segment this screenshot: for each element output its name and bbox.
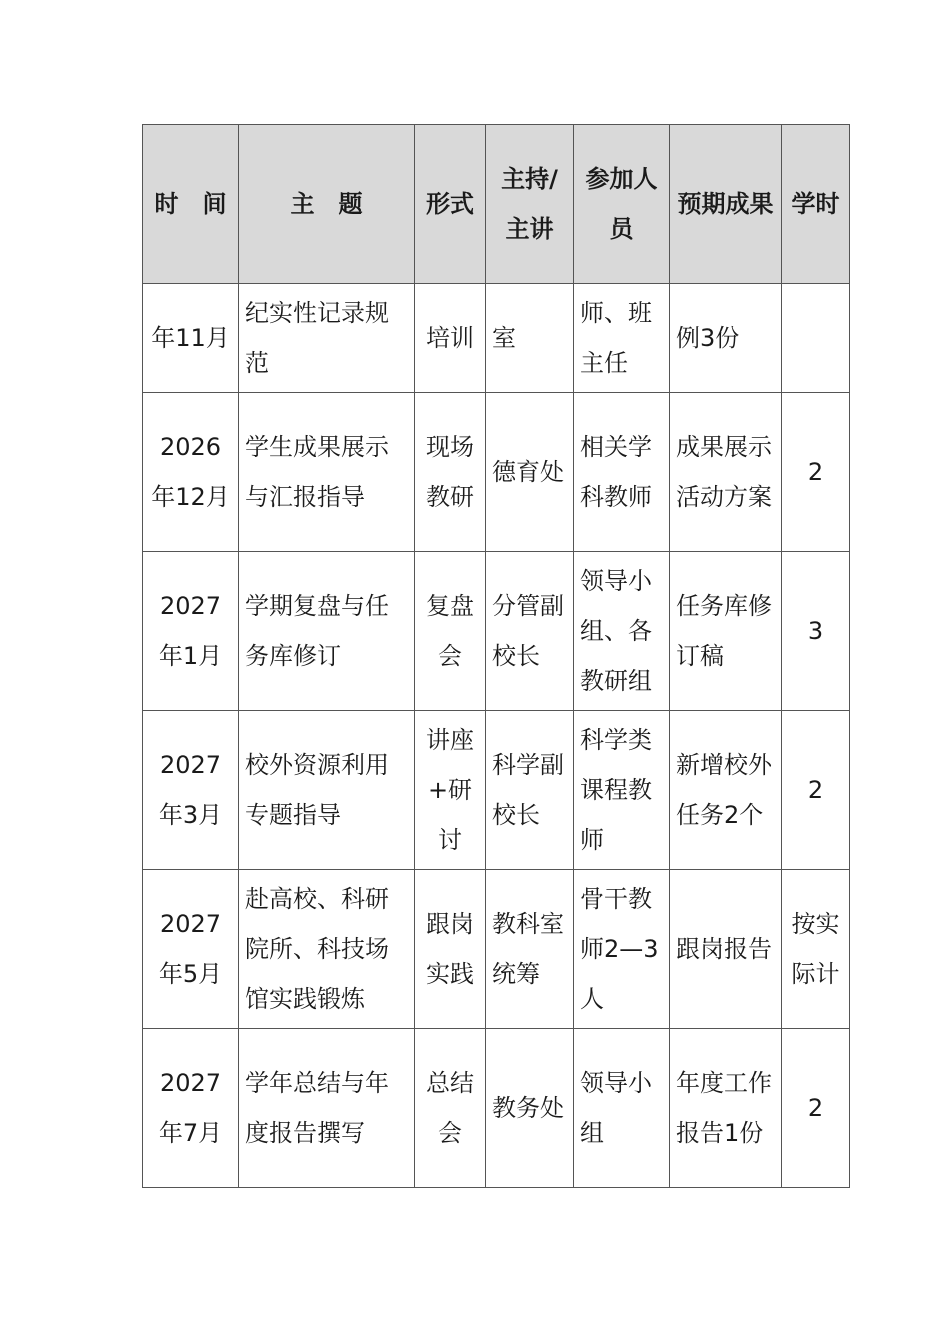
cell-form: 跟岗实践 xyxy=(415,870,486,1029)
cell-hours: 2 xyxy=(782,1029,850,1188)
cell-participants: 科学类课程教师 xyxy=(574,711,670,870)
header-outcome: 预期成果 xyxy=(670,125,782,284)
cell-outcome: 例3份 xyxy=(670,284,782,393)
cell-outcome: 成果展示活动方案 xyxy=(670,393,782,552)
cell-outcome: 任务库修订稿 xyxy=(670,552,782,711)
header-time: 时 间 xyxy=(143,125,239,284)
cell-host: 教务处 xyxy=(486,1029,574,1188)
cell-participants: 领导小组 xyxy=(574,1029,670,1188)
cell-time: 2026年12月 xyxy=(143,393,239,552)
cell-participants: 领导小组、各教研组 xyxy=(574,552,670,711)
cell-hours: 3 xyxy=(782,552,850,711)
cell-host: 科学副校长 xyxy=(486,711,574,870)
cell-form: 现场教研 xyxy=(415,393,486,552)
cell-hours: 2 xyxy=(782,393,850,552)
cell-time: 2027年5月 xyxy=(143,870,239,1029)
cell-host: 教科室统筹 xyxy=(486,870,574,1029)
cell-form: 讲座+研讨 xyxy=(415,711,486,870)
header-hours: 学时 xyxy=(782,125,850,284)
cell-outcome: 年度工作报告1份 xyxy=(670,1029,782,1188)
cell-hours xyxy=(782,284,850,393)
header-host: 主持/主讲 xyxy=(486,125,574,284)
cell-participants: 相关学科教师 xyxy=(574,393,670,552)
cell-time: 2027年3月 xyxy=(143,711,239,870)
table-row xyxy=(143,393,850,552)
cell-time: 2027年1月 xyxy=(143,552,239,711)
cell-form: 培训 xyxy=(415,284,486,393)
cell-outcome: 跟岗报告 xyxy=(670,870,782,1029)
cell-topic: 赴高校、科研院所、科技场馆实践锻炼 xyxy=(239,870,415,1029)
table-row xyxy=(143,870,850,1029)
header-row xyxy=(143,125,850,284)
cell-host: 室 xyxy=(486,284,574,393)
cell-outcome: 新增校外任务2个 xyxy=(670,711,782,870)
cell-topic: 学生成果展示与汇报指导 xyxy=(239,393,415,552)
cell-participants: 骨干教师2—3人 xyxy=(574,870,670,1029)
cell-topic: 学期复盘与任务库修订 xyxy=(239,552,415,711)
header-participants: 参加人员 xyxy=(574,125,670,284)
cell-form: 复盘会 xyxy=(415,552,486,711)
cell-host: 德育处 xyxy=(486,393,574,552)
header-form: 形式 xyxy=(415,125,486,284)
cell-time: 2027年7月 xyxy=(143,1029,239,1188)
cell-participants: 师、班主任 xyxy=(574,284,670,393)
table-row xyxy=(143,711,850,870)
cell-topic: 纪实性记录规范 xyxy=(239,284,415,393)
schedule-table xyxy=(142,124,850,1188)
cell-form: 总结会 xyxy=(415,1029,486,1188)
table-row xyxy=(143,1029,850,1188)
cell-topic: 学年总结与年度报告撰写 xyxy=(239,1029,415,1188)
table-row xyxy=(143,552,850,711)
table-row xyxy=(143,284,850,393)
cell-time: 年11月 xyxy=(143,284,239,393)
cell-topic: 校外资源利用专题指导 xyxy=(239,711,415,870)
header-topic: 主 题 xyxy=(239,125,415,284)
cell-hours: 按实际计 xyxy=(782,870,850,1029)
cell-host: 分管副校长 xyxy=(486,552,574,711)
cell-hours: 2 xyxy=(782,711,850,870)
